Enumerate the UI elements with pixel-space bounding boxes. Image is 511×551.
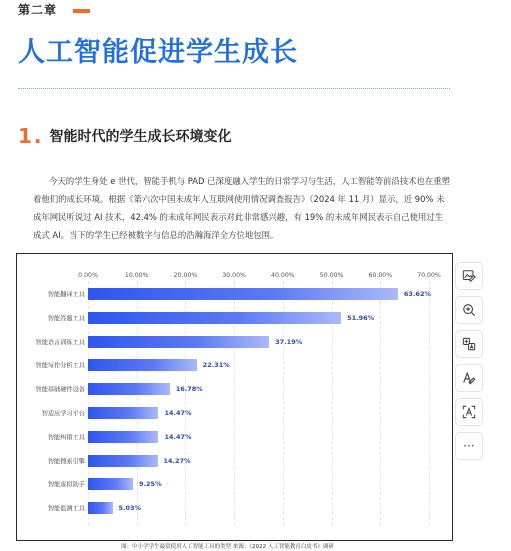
bar-chart bbox=[16, 253, 453, 541]
chapter-label: 第二章 bbox=[18, 3, 58, 17]
x-tick-label: 20.00% bbox=[173, 272, 198, 279]
bar bbox=[88, 407, 158, 419]
bar-value-label: 51.96% bbox=[347, 313, 375, 322]
category-label: 智能虚拟助手 bbox=[47, 481, 85, 489]
section-number-dot: . bbox=[33, 124, 42, 148]
category-label: 智能写作分析工具 bbox=[35, 362, 85, 370]
category-label: 智能答题工具 bbox=[47, 315, 85, 323]
chapter-title: 人工智能促进学生成长 bbox=[18, 37, 298, 68]
category-label: 智能监测工具 bbox=[47, 505, 85, 513]
dotted-divider bbox=[18, 88, 450, 89]
more-icon: ··· bbox=[463, 439, 475, 453]
category-label: 智能基础硬件设备 bbox=[35, 386, 85, 394]
translate-icon bbox=[462, 337, 476, 351]
bar-value-label: 16.78% bbox=[175, 385, 203, 394]
bar bbox=[88, 502, 113, 514]
bar-value-label: 9.25% bbox=[139, 480, 162, 489]
x-tick-label: 40.00% bbox=[271, 272, 295, 279]
x-tick-label: 30.00% bbox=[222, 272, 246, 279]
section-title: 智能时代的学生成长环境变化 bbox=[49, 129, 232, 145]
bar bbox=[88, 383, 170, 395]
x-tick-label: 70.00% bbox=[417, 272, 441, 279]
x-tick-label: 50.00% bbox=[319, 272, 344, 279]
bar bbox=[88, 478, 133, 490]
bar bbox=[88, 359, 197, 371]
zoom-in-icon bbox=[462, 303, 476, 317]
text-recognition-icon bbox=[462, 405, 476, 419]
bar-value-label: 14.47% bbox=[164, 432, 192, 441]
bar bbox=[88, 455, 158, 467]
section-number: 1 bbox=[18, 124, 32, 148]
x-tick-label: 0.00% bbox=[78, 272, 98, 279]
bar bbox=[88, 312, 341, 324]
x-tick-label: 60.00% bbox=[368, 272, 393, 279]
category-label: 智能搜索引擎 bbox=[47, 458, 85, 466]
bar-value-label: 14.47% bbox=[164, 409, 192, 417]
chart-caption: 图：中小学学生最常使用人工智能工具的类型 来源：《2022 人工智能教育白皮书》调研 bbox=[121, 544, 334, 550]
more-button[interactable] bbox=[455, 432, 483, 460]
chapter-accent-bar bbox=[73, 9, 90, 13]
text-recognition-button[interactable] bbox=[455, 398, 483, 426]
section-heading bbox=[18, 124, 232, 148]
text-style-button[interactable] bbox=[455, 364, 483, 392]
text-style-icon bbox=[462, 371, 476, 385]
translate-button[interactable] bbox=[455, 330, 483, 358]
bar-value-label: 63.62% bbox=[403, 290, 431, 298]
bar bbox=[88, 288, 398, 300]
bar-value-label: 14.27% bbox=[163, 456, 191, 465]
image-edit-button[interactable] bbox=[455, 262, 483, 290]
category-label: 智适应学习平台 bbox=[41, 410, 85, 418]
category-label: 智能纠错工具 bbox=[47, 434, 85, 442]
x-tick-label: 10.00% bbox=[124, 272, 149, 279]
zoom-in-button[interactable] bbox=[455, 296, 483, 324]
bar-value-label: 37.19% bbox=[275, 337, 303, 346]
bar-value-label: 5.03% bbox=[118, 504, 142, 513]
bar-value-label: 22.31% bbox=[202, 361, 230, 370]
body-paragraph: 今天的学生身处 e 世代，智能手机与 PAD 已深度融入学生的日常学习与生活，人工智能等前沿技术也在重塑着他们的成长环境。根据《第六次中国未成年人互联网使用情况调查报告》（2024 年 11 月）显示，近 90% 未成年网民听说过 AI 技术，42.4% 的未成年网民表示对此非常感兴趣，有 19% 的未成年网民表示自己使用过生成式 AI。当下的学生已经被数字与信息的浩瀚海洋全方位地包围。 bbox=[33, 176, 450, 240]
bar bbox=[88, 431, 158, 443]
image-edit-icon bbox=[462, 269, 476, 283]
bar bbox=[88, 336, 269, 348]
category-label: 智能语言训练工具 bbox=[35, 339, 85, 347]
category-label: 智能翻译工具 bbox=[47, 291, 85, 299]
grid-line bbox=[380, 281, 381, 525]
grid-line bbox=[429, 281, 430, 525]
